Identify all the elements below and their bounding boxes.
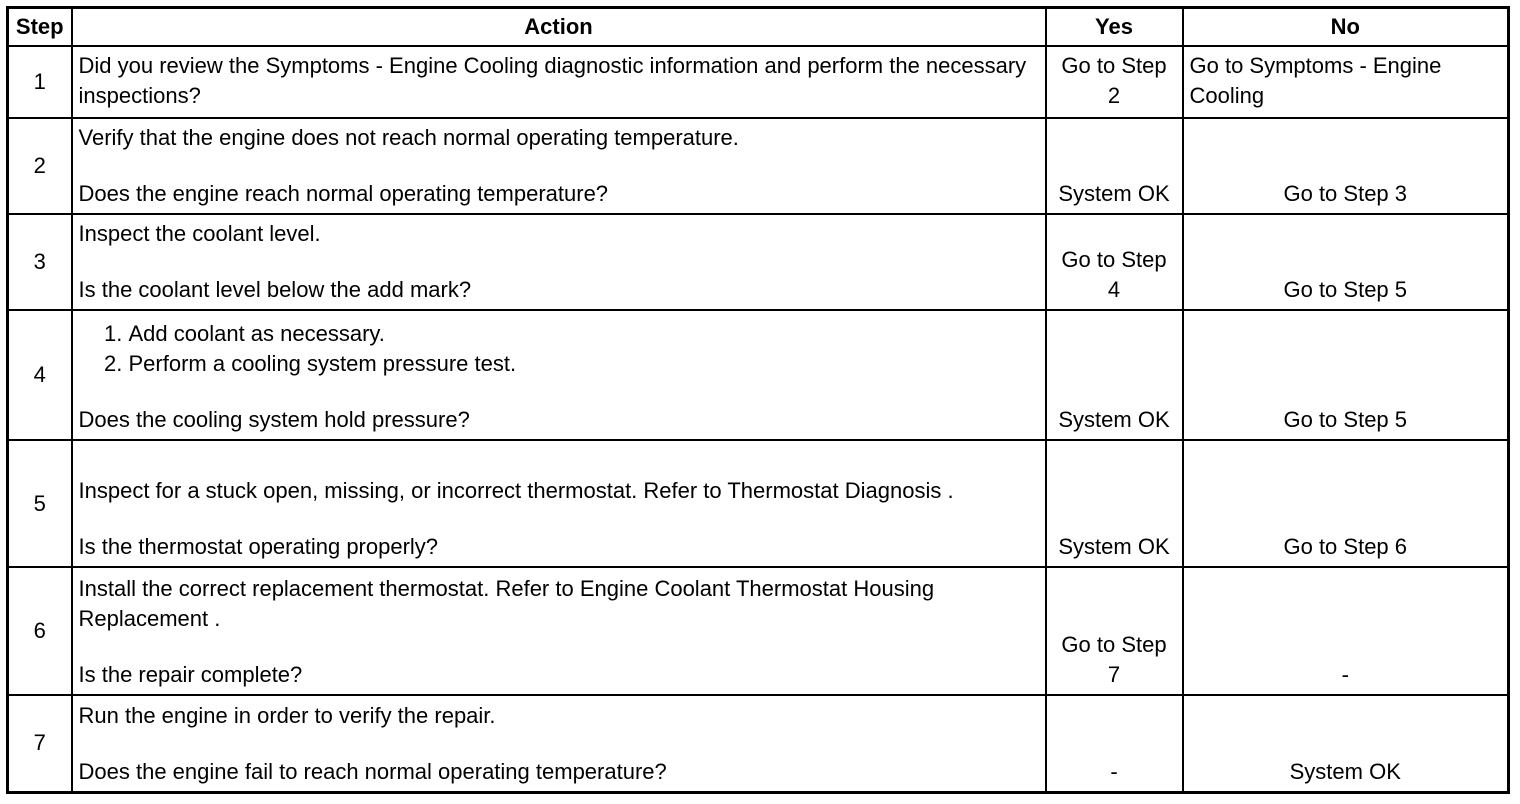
action-text: Inspect the coolant level. [78, 221, 321, 246]
no-cell: Go to Step 3 [1183, 118, 1509, 214]
no-cell: - [1183, 567, 1509, 695]
header-row [8, 8, 1509, 47]
step-number: 6 [8, 567, 72, 695]
header-yes: Yes [1046, 8, 1183, 47]
list-item: 2. Perform a cooling system pressure test. [129, 349, 1039, 379]
yes-cell: Go to Step 4 [1046, 214, 1183, 310]
action-question: Does the engine fail to reach normal operating temperature? [78, 758, 667, 784]
yes-cell: System OK [1046, 118, 1183, 214]
header-no: No [1183, 8, 1509, 47]
step-number: 2 [8, 118, 72, 214]
step-number: 5 [8, 440, 72, 567]
diagnostic-table [6, 6, 1510, 794]
step-number: 1 [8, 46, 72, 118]
action-text: Inspect for a stuck open, missing, or incorrect thermostat. Refer to Thermostat Diagnosis . [78, 478, 954, 503]
yes-cell: Go to Step 7 [1046, 567, 1183, 695]
action-question: Is the coolant level below the add mark? [78, 277, 472, 302]
action-cell [72, 118, 1046, 214]
action-question: Does the cooling system hold pressure? [78, 407, 470, 432]
table-row [8, 46, 1509, 118]
table-row [8, 440, 1509, 567]
action-steps-list [79, 319, 1039, 379]
action-question: Is the repair complete? [78, 662, 303, 687]
action-cell [72, 46, 1046, 118]
step-number: 4 [8, 310, 72, 440]
action-cell [72, 440, 1046, 567]
table-row [8, 118, 1509, 214]
action-text: Install the correct replacement thermostat. Refer to Engine Coolant Thermostat Housing Replacement . [78, 576, 935, 631]
list-item: 1. Add coolant as necessary. [129, 319, 1039, 349]
action-question: Is the thermostat operating properly? [78, 534, 439, 559]
step-number: 3 [8, 214, 72, 310]
no-cell: System OK [1183, 695, 1509, 792]
no-cell: Go to Symptoms - Engine Cooling [1183, 46, 1509, 118]
no-cell: Go to Step 5 [1183, 310, 1509, 440]
yes-cell: System OK [1046, 440, 1183, 567]
table-row [8, 214, 1509, 310]
action-cell [72, 214, 1046, 310]
table-row [8, 695, 1509, 792]
action-text: Run the engine in order to verify the repair. [78, 702, 496, 728]
table-row [8, 310, 1509, 440]
diagnostic-table-container [6, 6, 1510, 794]
table-row [8, 567, 1509, 695]
no-cell: Go to Step 6 [1183, 440, 1509, 567]
action-text: Verify that the engine does not reach normal operating temperature. [78, 125, 739, 150]
yes-cell: - [1046, 695, 1183, 792]
action-cell [72, 310, 1046, 440]
yes-cell: Go to Step 2 [1046, 46, 1183, 118]
action-question: Does the engine reach normal operating temperature? [78, 181, 609, 206]
header-step: Step [8, 8, 72, 47]
header-action: Action [72, 8, 1046, 47]
no-cell: Go to Step 5 [1183, 214, 1509, 310]
action-text: Did you review the Symptoms - Engine Cooling diagnostic information and perform the necessary inspections? [78, 53, 1027, 108]
action-cell [72, 695, 1046, 792]
step-number: 7 [8, 695, 72, 792]
yes-cell: System OK [1046, 310, 1183, 440]
action-cell [72, 567, 1046, 695]
